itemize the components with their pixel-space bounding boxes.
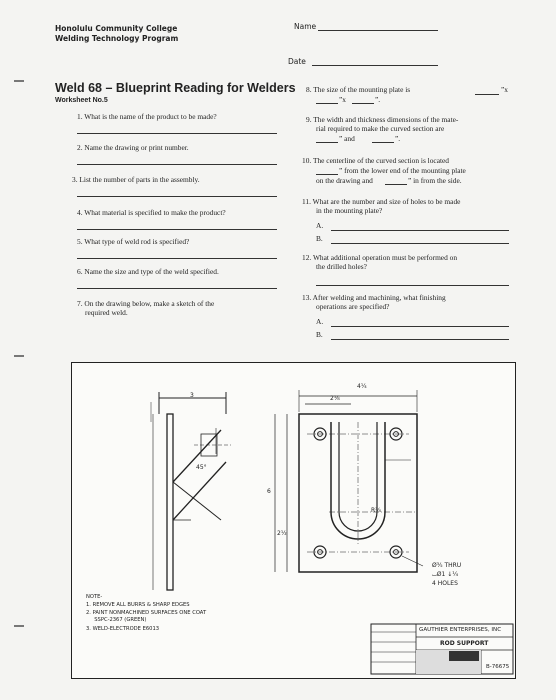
question-10-line-3b: ” in from the side. bbox=[408, 176, 462, 185]
question-11: 11. What are the number and size of holes to be made bbox=[302, 197, 461, 206]
answer-line[interactable] bbox=[77, 229, 277, 230]
question-13: 13. After welding and machining, what finishing bbox=[302, 293, 446, 302]
margin-mark bbox=[14, 80, 24, 82]
drawing-note-3: 3. WELD-ELECTRODE E6013 bbox=[86, 626, 160, 632]
answer-line[interactable] bbox=[316, 103, 338, 104]
inch-mark: ”. bbox=[395, 134, 401, 143]
title-block-part-name: ROD SUPPORT bbox=[440, 640, 489, 647]
question-8: 8. The size of the mounting plate is bbox=[306, 85, 411, 94]
answer-line[interactable] bbox=[331, 339, 509, 340]
question-1: 1. What is the name of the product to be made? bbox=[77, 112, 217, 121]
drawing-notes-heading: NOTE- bbox=[86, 594, 103, 600]
answer-line[interactable] bbox=[475, 94, 499, 95]
answer-line[interactable] bbox=[385, 184, 407, 185]
answer-line[interactable] bbox=[77, 133, 277, 134]
question-13-line-2: operations are specified? bbox=[316, 302, 390, 311]
question-9-line-2: rial required to make the curved section are bbox=[316, 124, 445, 133]
margin-mark bbox=[14, 625, 24, 627]
title-block-company: GAUTHIER ENTERPRISES, INC bbox=[419, 627, 502, 633]
question-11-line-2: in the mounting plate? bbox=[316, 206, 383, 215]
answer-line[interactable] bbox=[352, 103, 374, 104]
inch-mark: ”x bbox=[501, 85, 508, 94]
drawing-note-2: 2. PAINT NONMACHINED SURFACES ONE COAT bbox=[86, 610, 207, 616]
answer-line[interactable] bbox=[316, 285, 509, 286]
drawing-note-1: 1. REMOVE ALL BURRS & SHARP EDGES bbox=[86, 602, 190, 608]
question-4: 4. What material is specified to make the product? bbox=[77, 208, 226, 217]
answer-line[interactable] bbox=[372, 142, 394, 143]
question-10: 10. The centerline of the curved section is located bbox=[302, 156, 450, 165]
question-7-continued: required weld. bbox=[85, 308, 128, 317]
dimension-2-1-8: 2⅛ bbox=[330, 395, 340, 402]
hole-size-note: Ø⅗ THRU bbox=[432, 562, 462, 569]
answer-line[interactable] bbox=[331, 326, 509, 327]
inch-mark: ” and bbox=[339, 134, 355, 143]
question-10-line-2: ” from the lower end of the mounting plate bbox=[339, 166, 466, 175]
answer-line[interactable] bbox=[77, 164, 277, 165]
drawing-note-2-spec: SSPC-2367 (GREEN) bbox=[86, 617, 147, 623]
hole-count-note: 4 HOLES bbox=[432, 580, 458, 587]
question-7: 7. On the drawing below, make a sketch of the bbox=[77, 299, 215, 308]
question-9: 9. The width and thickness dimensions of the mate- bbox=[306, 115, 459, 124]
program-name: Welding Technology Program bbox=[55, 34, 179, 43]
answer-line[interactable] bbox=[331, 230, 509, 231]
counterbore-note: ⌴Ø1 ↓¼ bbox=[432, 571, 459, 578]
question-2: 2. Name the drawing or print number. bbox=[77, 143, 189, 152]
question-5: 5. What type of weld rod is specified? bbox=[77, 237, 190, 246]
answer-label-b: B. bbox=[316, 234, 323, 243]
answer-line[interactable] bbox=[77, 196, 277, 197]
name-label: Name bbox=[294, 22, 317, 31]
dimension-2-1-2: 2½ bbox=[277, 530, 287, 537]
answer-label-a: A. bbox=[316, 221, 324, 230]
dimension-3: 3 bbox=[190, 392, 194, 399]
title-block-number: B-76675 bbox=[486, 664, 510, 670]
answer-line[interactable] bbox=[316, 174, 338, 175]
dimension-radius: R¾ bbox=[371, 507, 381, 514]
college-name: Honolulu Community College bbox=[55, 24, 178, 33]
answer-label-b: B. bbox=[316, 330, 323, 339]
margin-mark bbox=[14, 355, 24, 357]
answer-label-a: A. bbox=[316, 317, 324, 326]
inch-mark: ”x bbox=[339, 95, 346, 104]
name-field[interactable] bbox=[318, 30, 438, 31]
answer-line[interactable] bbox=[331, 243, 509, 244]
worksheet-number: Worksheet No.5 bbox=[55, 97, 108, 104]
answer-line[interactable] bbox=[316, 142, 338, 143]
question-6: 6. Name the size and type of the weld specified. bbox=[77, 267, 219, 276]
answer-line[interactable] bbox=[77, 258, 277, 259]
inch-mark: ”. bbox=[375, 95, 381, 104]
answer-line[interactable] bbox=[77, 288, 277, 289]
question-12: 12. What additional operation must be performed on bbox=[302, 253, 458, 262]
dimension-6: 6 bbox=[267, 488, 271, 495]
page-title: Weld 68 – Blueprint Reading for Welders bbox=[55, 81, 296, 95]
dimension-45-degrees: 45° bbox=[196, 464, 207, 471]
date-field[interactable] bbox=[312, 65, 438, 66]
dimension-4-1-4: 4¼ bbox=[357, 383, 367, 390]
question-12-line-2: the drilled holes? bbox=[316, 262, 367, 271]
question-3: 3. List the number of parts in the assembly. bbox=[72, 175, 200, 184]
side-view-plate bbox=[167, 414, 173, 590]
question-10-line-3: on the drawing and bbox=[316, 176, 373, 185]
date-label: Date bbox=[288, 57, 306, 66]
